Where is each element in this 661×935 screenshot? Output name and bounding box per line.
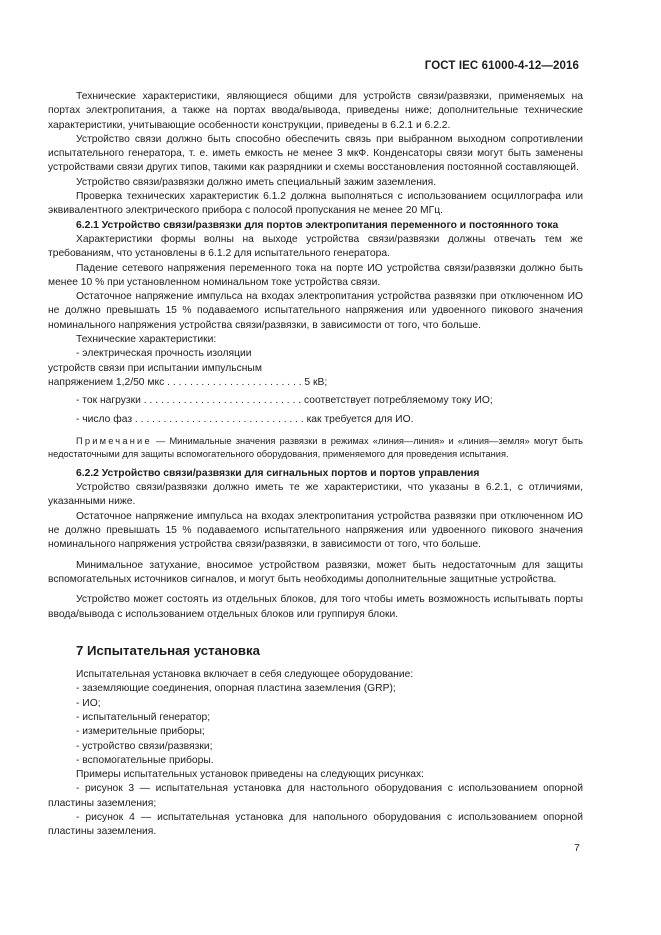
spec-line: - ток нагрузки . . . . . . . . . . . . . . . . . . . . . . . . . . . . соответствует потребляемому току ИО; — [76, 395, 493, 407]
spec-line: напряжением 1,2/50 мкс . . . . . . . . . . . . . . . . . . . . . . . . 5 кВ; — [48, 376, 328, 388]
paragraph: Падение сетевого напряжения переменного тока на порте ИО устройства связи/развязки должно быть менее 10 % при установленном номинальном токе устройства связи. — [48, 262, 583, 288]
list-item: - устройство связи/развязки; — [76, 740, 213, 752]
section-7-title: 7 Испытательная установка — [76, 642, 260, 658]
spec-line: устройств связи при испытании импульсным — [48, 362, 262, 374]
list-item: - испытательный генератор; — [76, 711, 211, 723]
paragraph: Остаточное напряжение импульса на входах электропитания устройства развязки при отключенном ИО не должно превышать 15 % подаваемого испытательного напряжения или удвоенного пикового значения номинального напряжения устройства связи/развязки, в зависимости от того, что больше. — [48, 291, 583, 331]
note-text: — Минимальные значения развязки в режимах «линия—линия» и «линия—земля» могут быть недостаточными для защиты вспомогательного оборудования, применяемого для проведения испытания. — [48, 435, 583, 459]
list-item: - заземляющие соединения, опорная пластина заземления (GRP); — [76, 683, 396, 695]
paragraph: Характеристики формы волны на выходе устройства связи/развязки должны отвечать тем же требованиям, что установлены в 6.1.2 для испытательного генератора. — [48, 233, 583, 260]
list-item: - вспомогательные приборы. — [76, 754, 214, 766]
paragraph: Минимальное затухание, вносимое устройством развязки, может быть недостаточным для защиты вспомогательных источников сигналов, и могут быть необходимы дополнительные защитные устройства. — [48, 559, 583, 585]
note-label: Примечание — [76, 435, 152, 446]
paragraph: Остаточное напряжение импульса на входах электропитания устройства развязки при отключенном ИО не должно превышать 15 % подаваемого испытательного напряжения или удвоенного пикового значения номинального напряжения устройства связи/развязки, в зависимости от того, что больше. — [48, 510, 583, 551]
spec-line: - число фаз . . . . . . . . . . . . . . . . . . . . . . . . . . . . . . как требуется для ИО. — [76, 413, 414, 425]
spec-line: - электрическая прочность изоляции — [76, 348, 252, 360]
section-7-intro: Испытательная установка включает в себя следующее оборудование: — [76, 669, 414, 681]
paragraph: Устройство связи должно быть способно обеспечить связь при выбранном выходном сопротивлении испытательного генератора, т. е. иметь емкость не менее 3 мкФ. Конденсаторы связи могут быть заменены устройствами связи других типов, такими как разрядники и схемы восстановления постоянной составляющей. — [48, 133, 583, 174]
heading-6-2-2: 6.2.2 Устройство связи/развязки для сигнальных портов и портов управления — [76, 467, 480, 479]
note — [48, 435, 583, 461]
heading-6-2-1: 6.2.1 Устройство связи/развязки для портов электропитания переменного и постоянного тока — [76, 219, 559, 231]
page-number: 7 — [574, 842, 580, 854]
examples-intro: Примеры испытательных установок приведены на следующих рисунках: — [76, 769, 425, 781]
list-item: - измерительные приборы; — [76, 726, 205, 738]
list-item: - ИО; — [76, 697, 101, 709]
paragraph: Проверка технических характеристик 6.1.2 должна выполняться с использованием осциллографа или эквивалентного электрического прибора с полосой пропускания не менее 20 МГц. — [48, 191, 583, 217]
body-text — [48, 90, 583, 840]
list-item: - рисунок 4 — испытательная установка для напольного оборудования с использованием опорной пластины заземления. — [48, 812, 583, 838]
paragraph: Технические характеристики, являющиеся общими для устройств связи/развязки, применяемых на портах электропитания, а также на портах ввода/вывода, приведены ниже; дополнительные технические характеристики, учитывающие особенности конструкции, приведены в 6.2.1 и 6.2.2. — [48, 91, 583, 131]
standard-header: ГОСТ IEC 61000-4-12—2016 — [424, 60, 579, 72]
paragraph: Устройство связи/развязки должно иметь те же характеристики, что указаны в 6.2.1, с отличиями, указанными ниже. — [48, 482, 583, 508]
list-item: - рисунок 3 — испытательная установка для настольного оборудования с использованием опорной пластины заземления; — [48, 783, 583, 809]
paragraph: Устройство связи/развязки должно иметь специальный зажим заземления. — [76, 176, 437, 188]
paragraph: Устройство может состоять из отдельных блоков, для того чтобы иметь возможность испытывать порты ввода/вывода с использованием отдельных блоков или группируя блоки. — [48, 594, 583, 620]
paragraph: Технические характеристики: — [76, 334, 217, 346]
